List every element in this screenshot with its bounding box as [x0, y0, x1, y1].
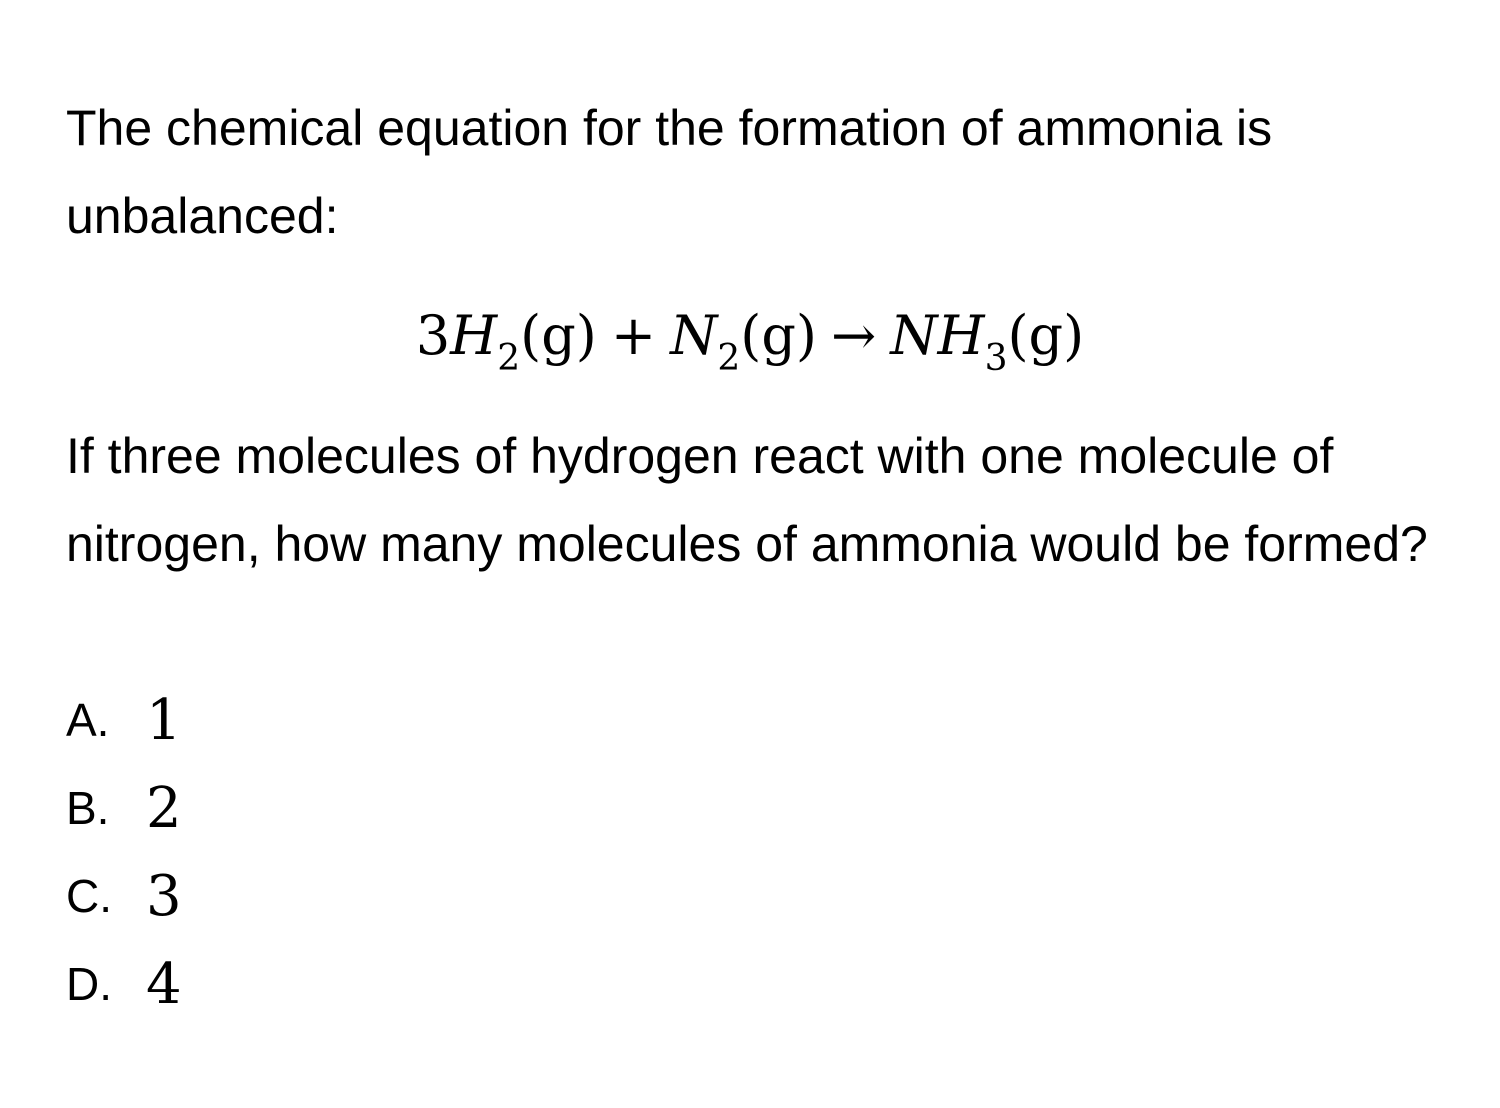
option-value: 3: [146, 863, 182, 929]
ammonia-state: (g): [1007, 304, 1085, 367]
hydrogen-symbol: H: [450, 304, 498, 367]
option-value: 2: [146, 775, 182, 841]
option-c[interactable]: [66, 852, 666, 940]
option-b[interactable]: [66, 764, 666, 852]
hydrogen-subscript: 2: [497, 338, 521, 379]
plus-sign: +: [610, 304, 657, 367]
nitrogen-state: (g): [740, 304, 817, 367]
option-letter: B.: [66, 782, 110, 834]
answer-options: [66, 676, 666, 1028]
ammonia-subscript: 3: [984, 338, 1008, 379]
nitrogen-symbol: N: [670, 304, 718, 367]
hydrogen-coefficient: 3: [415, 304, 451, 367]
option-letter: D.: [66, 958, 112, 1010]
option-value: 4: [146, 951, 182, 1017]
option-letter: C.: [66, 870, 112, 922]
option-a[interactable]: [66, 676, 666, 764]
ammonia-symbol: NH: [890, 304, 985, 367]
nitrogen-subscript: 2: [717, 338, 741, 379]
product-ammonia: [890, 304, 1085, 379]
option-letter: A.: [66, 694, 110, 746]
reactant-nitrogen: [670, 304, 817, 379]
reaction-arrow: →: [830, 304, 877, 367]
option-value: 1: [146, 687, 182, 753]
reactant-hydrogen: [415, 304, 597, 379]
chemical-equation: [0, 296, 1500, 383]
question-intro: The chemical equation for the formation of ammonia is unbalanced:: [66, 100, 1273, 244]
option-d[interactable]: [66, 940, 666, 1028]
question-text: If three molecules of hydrogen react with one molecule of nitrogen, how many molecules of ammonia would be formed?: [66, 428, 1428, 572]
hydrogen-state: (g): [520, 304, 597, 367]
